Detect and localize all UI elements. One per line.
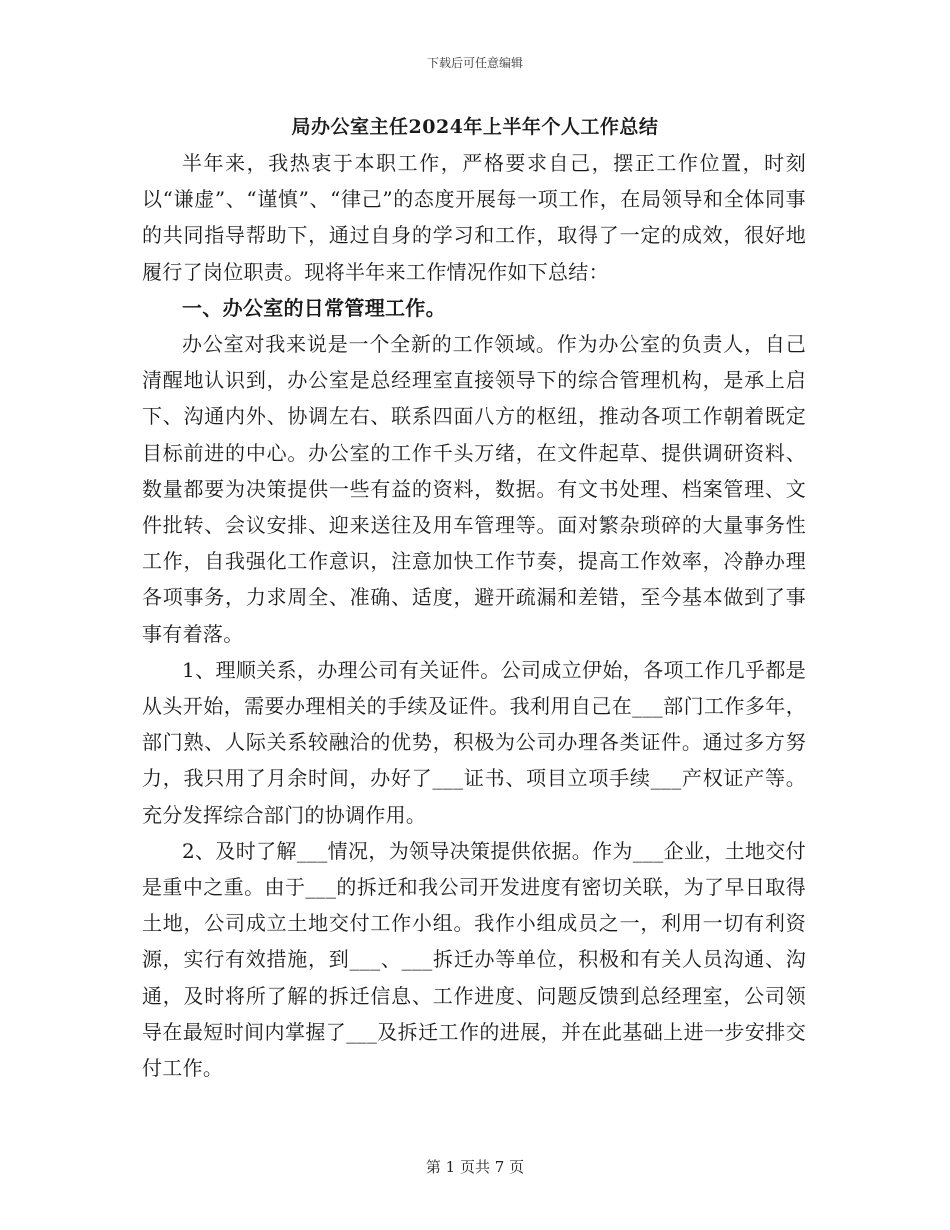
paragraph-intro: 半年来，我热衷于本职工作，严格要求自己，摆正工作位置，时刻以“谦虚”、“谨慎”、“律己”的态度开展每一项工作，在局领导和全体同事的共同指导帮助下，通过自身的学习和工作，取得了一定的成效，很好地履行了岗位职责。现将半年来工作情况作如下总结： [142,151,806,284]
paragraph-item-1: 1、理顺关系，办理公司有关证件。公司成立伊始，各项工作几乎都是从头开始，需要办理相关的手续及证件。我利用自己在___部门工作多年，部门熟、人际关系较融洽的优势，积极为公司办理各类证件。通过多方努力，我只用了月余时间，办好了___证书、项目立项手续___产权证产等。充分发挥综合部门的协调作用。 [142,657,806,827]
section-heading: 一、办公室的日常管理工作。 [182,295,446,320]
document-body [142,145,806,1086]
paragraph-office-work: 办公室对我来说是一个全新的工作领域。作为办公室的负责人，自己清醒地认识到，办公室是总经理室直接领导下的综合管理机构，是承上启下、沟通内外、协调左右、联系四面八方的枢纽，推动各项工作朝着既定目标前进的中心。办公室的工作千头万绪，在文件起草、提供调研资料、数量都要为决策提供一些有益的资料，数据。有文书处理、档案管理、文件批转、会议安排、迎来送往及用车管理等。面对繁杂琐碎的大量事务性工作，自我强化工作意识，注意加快工作节奏，提高工作效率，冷静办理各项事务，力求周全、准确、适度，避开疏漏和差错，至今基本做到了事事有着落。 [142,332,806,646]
page-number: 第 1 页共 7 页 [425,1158,525,1176]
paragraph-item-2: 2、及时了解___情况，为领导决策提供依据。作为___企业，土地交付是重中之重。由于___的拆迁和我公司开发进度有密切关联，为了早日取得土地，公司成立土地交付工作小组。我作小组成员之一，利用一切有利资源，实行有效措施，到___、___拆迁办等单位，积极和有关人员沟通、沟通，及时将所了解的拆迁信息、工作进度、问题反馈到总经理室，公司领导在最短时间内掌握了___及拆迁工作的进展，并在此基础上进一步安排交付工作。 [142,838,806,1081]
header-note: 下载后可任意编辑 [426,56,523,70]
document-title: 局办公室主任2024年上半年个人工作总结 [291,116,659,138]
